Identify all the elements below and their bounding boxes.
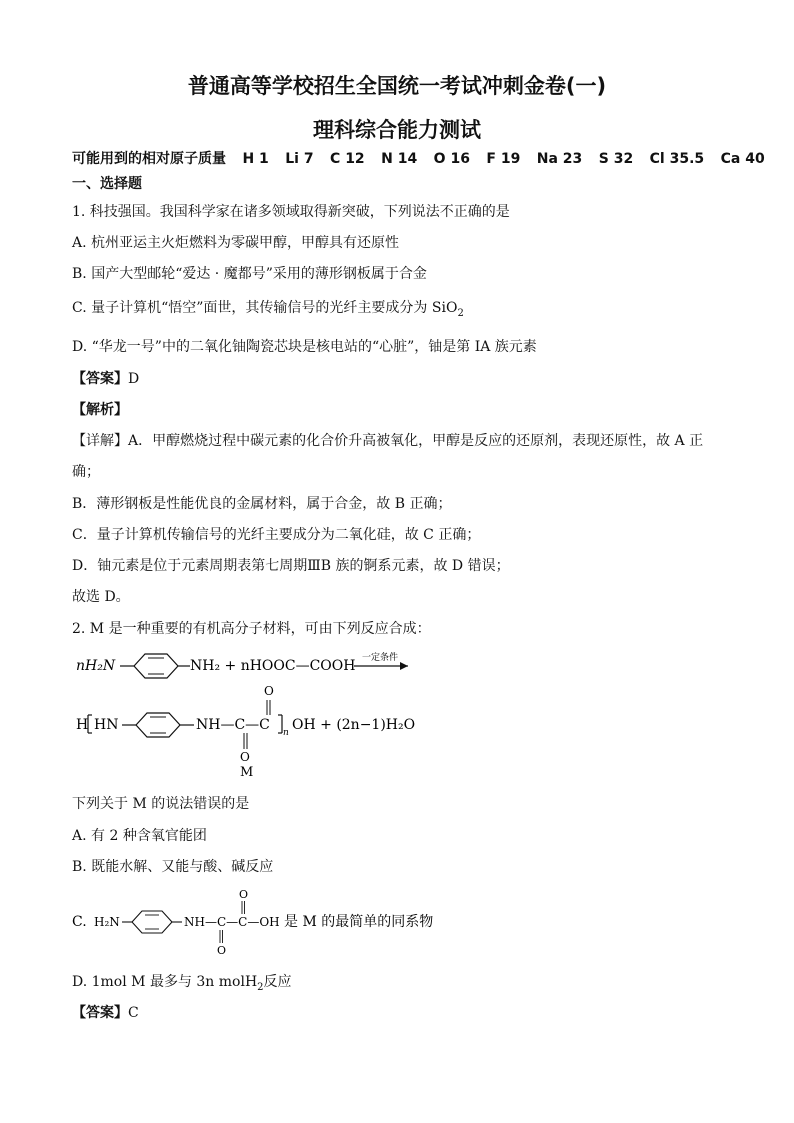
detail-a-line2: 确； [72, 464, 100, 480]
q2-option-b: B. 既能水解、又能与酸、碱反应 [72, 859, 274, 875]
answer-tag: 【答案】 [72, 371, 128, 387]
product-h: H [76, 717, 89, 733]
product-tail: OH + (2n−1)H₂O [292, 717, 416, 733]
detail-conclusion: 故选 D。 [72, 589, 130, 605]
mass-item: Na 23 [536, 151, 583, 167]
q2-answer [72, 1002, 139, 1022]
reaction-diagram [72, 645, 472, 780]
benzene-ring-icon [132, 911, 172, 933]
exam-subtitle: 理科综合能力测试 [313, 118, 481, 142]
answer-value: D [128, 371, 140, 387]
mass-item: Li 7 [285, 151, 314, 167]
option-c-h2n: H₂N [94, 915, 120, 929]
reactant-oxalic-acid: NH₂ + nHOOC—COOH [190, 658, 356, 674]
atomic-masses-label: 可能用到的相对原子质量 [72, 151, 226, 167]
option-c-chain: NH—C—C—OH [184, 915, 280, 929]
answer-value: C [128, 1005, 139, 1021]
detail-d: D．铀元素是位于元素周期表第七周期ⅢB 族的锕系元素，故 D 错误； [72, 558, 510, 574]
q1-option-c-text: C. 量子计算机“悟空”面世，其传输信号的光纤主要成分为 SiO [72, 300, 458, 316]
option-c-o-bottom: O [217, 944, 227, 956]
q2-option-d-text: D. 1mol M 最多与 3n molH [72, 974, 258, 990]
q2-option-d-sub: 2 [257, 981, 264, 993]
q2-option-d-tail: 反应 [263, 974, 292, 990]
option-c-structure [72, 884, 452, 956]
q1-stem: 1. 科技强国。我国科学家在诸多领域取得新突破，下列说法不正确的是 [72, 204, 510, 220]
product-m-label: M [240, 765, 254, 780]
product-nh-c-c: NH—C—C [196, 717, 270, 733]
q2-stem: 2. M 是一种重要的有机高分子材料，可由下列反应合成： [72, 621, 431, 637]
q2-option-d [72, 971, 292, 993]
reaction-condition: 一定条件 [362, 653, 399, 663]
option-c-o-top: O [239, 888, 249, 901]
q1-answer [72, 368, 139, 388]
q1-option-d: D. “华龙一号”中的二氧化铀陶瓷芯块是核电站的“心脏”，铀是第 ⅠA 族元素 [72, 339, 537, 355]
q1-option-c [72, 297, 464, 319]
option-c-suffix: 是 M 的最简单的同系物 [284, 914, 434, 930]
q2-question: 下列关于 M 的说法错误的是 [72, 796, 250, 812]
product-n-subscript: n [283, 728, 289, 738]
mass-item: S 32 [598, 151, 634, 167]
q1-option-b: B. 国产大型邮轮“爱达 · 魔都号”采用的薄形钢板属于合金 [72, 266, 427, 282]
mass-item: O 16 [433, 151, 470, 167]
mass-item: N 14 [381, 151, 418, 167]
product-hn: HN [94, 717, 119, 733]
q1-option-c-sub: 2 [457, 307, 464, 319]
detail-c: C．量子计算机传输信号的光纤主要成分为二氧化硅，故 C 正确； [72, 527, 481, 543]
mass-item: Ca 40 [720, 151, 765, 167]
q2-option-a: A. 有 2 种含氧官能团 [72, 828, 207, 844]
q1-option-a: A. 杭州亚运主火炬燃料为零碳甲醇，甲醇具有还原性 [72, 235, 400, 251]
q2-option-c [72, 884, 452, 956]
arrow-icon [400, 662, 408, 670]
detail-b: B．薄形钢板是性能优良的金属材料，属于合金，故 B 正确； [72, 496, 452, 512]
exam-title: 普通高等学校招生全国统一考试冲刺金卷(一) [187, 74, 607, 98]
reaction-scheme [72, 645, 472, 780]
section-heading: 一、选择题 [72, 176, 142, 192]
reactant-amine-left: nH₂N [76, 658, 116, 674]
atomic-masses-line [72, 148, 765, 168]
product-o-bottom: O [240, 750, 250, 764]
option-c-label: C. [72, 914, 87, 930]
mass-item: F 19 [486, 151, 521, 167]
mass-item: C 12 [330, 151, 365, 167]
product-o-top: O [264, 684, 274, 698]
detail-a-line1: 【详解】A．甲醇燃烧过程中碳元素的化合价升高被氧化，甲醇是反应的还原剂，表现还原性，故 A 正 [72, 433, 704, 449]
mass-item: H 1 [242, 151, 269, 167]
mass-item: Cl 35.5 [649, 151, 705, 167]
answer-tag: 【答案】 [72, 1005, 128, 1021]
analysis-tag: 【解析】 [72, 402, 128, 418]
